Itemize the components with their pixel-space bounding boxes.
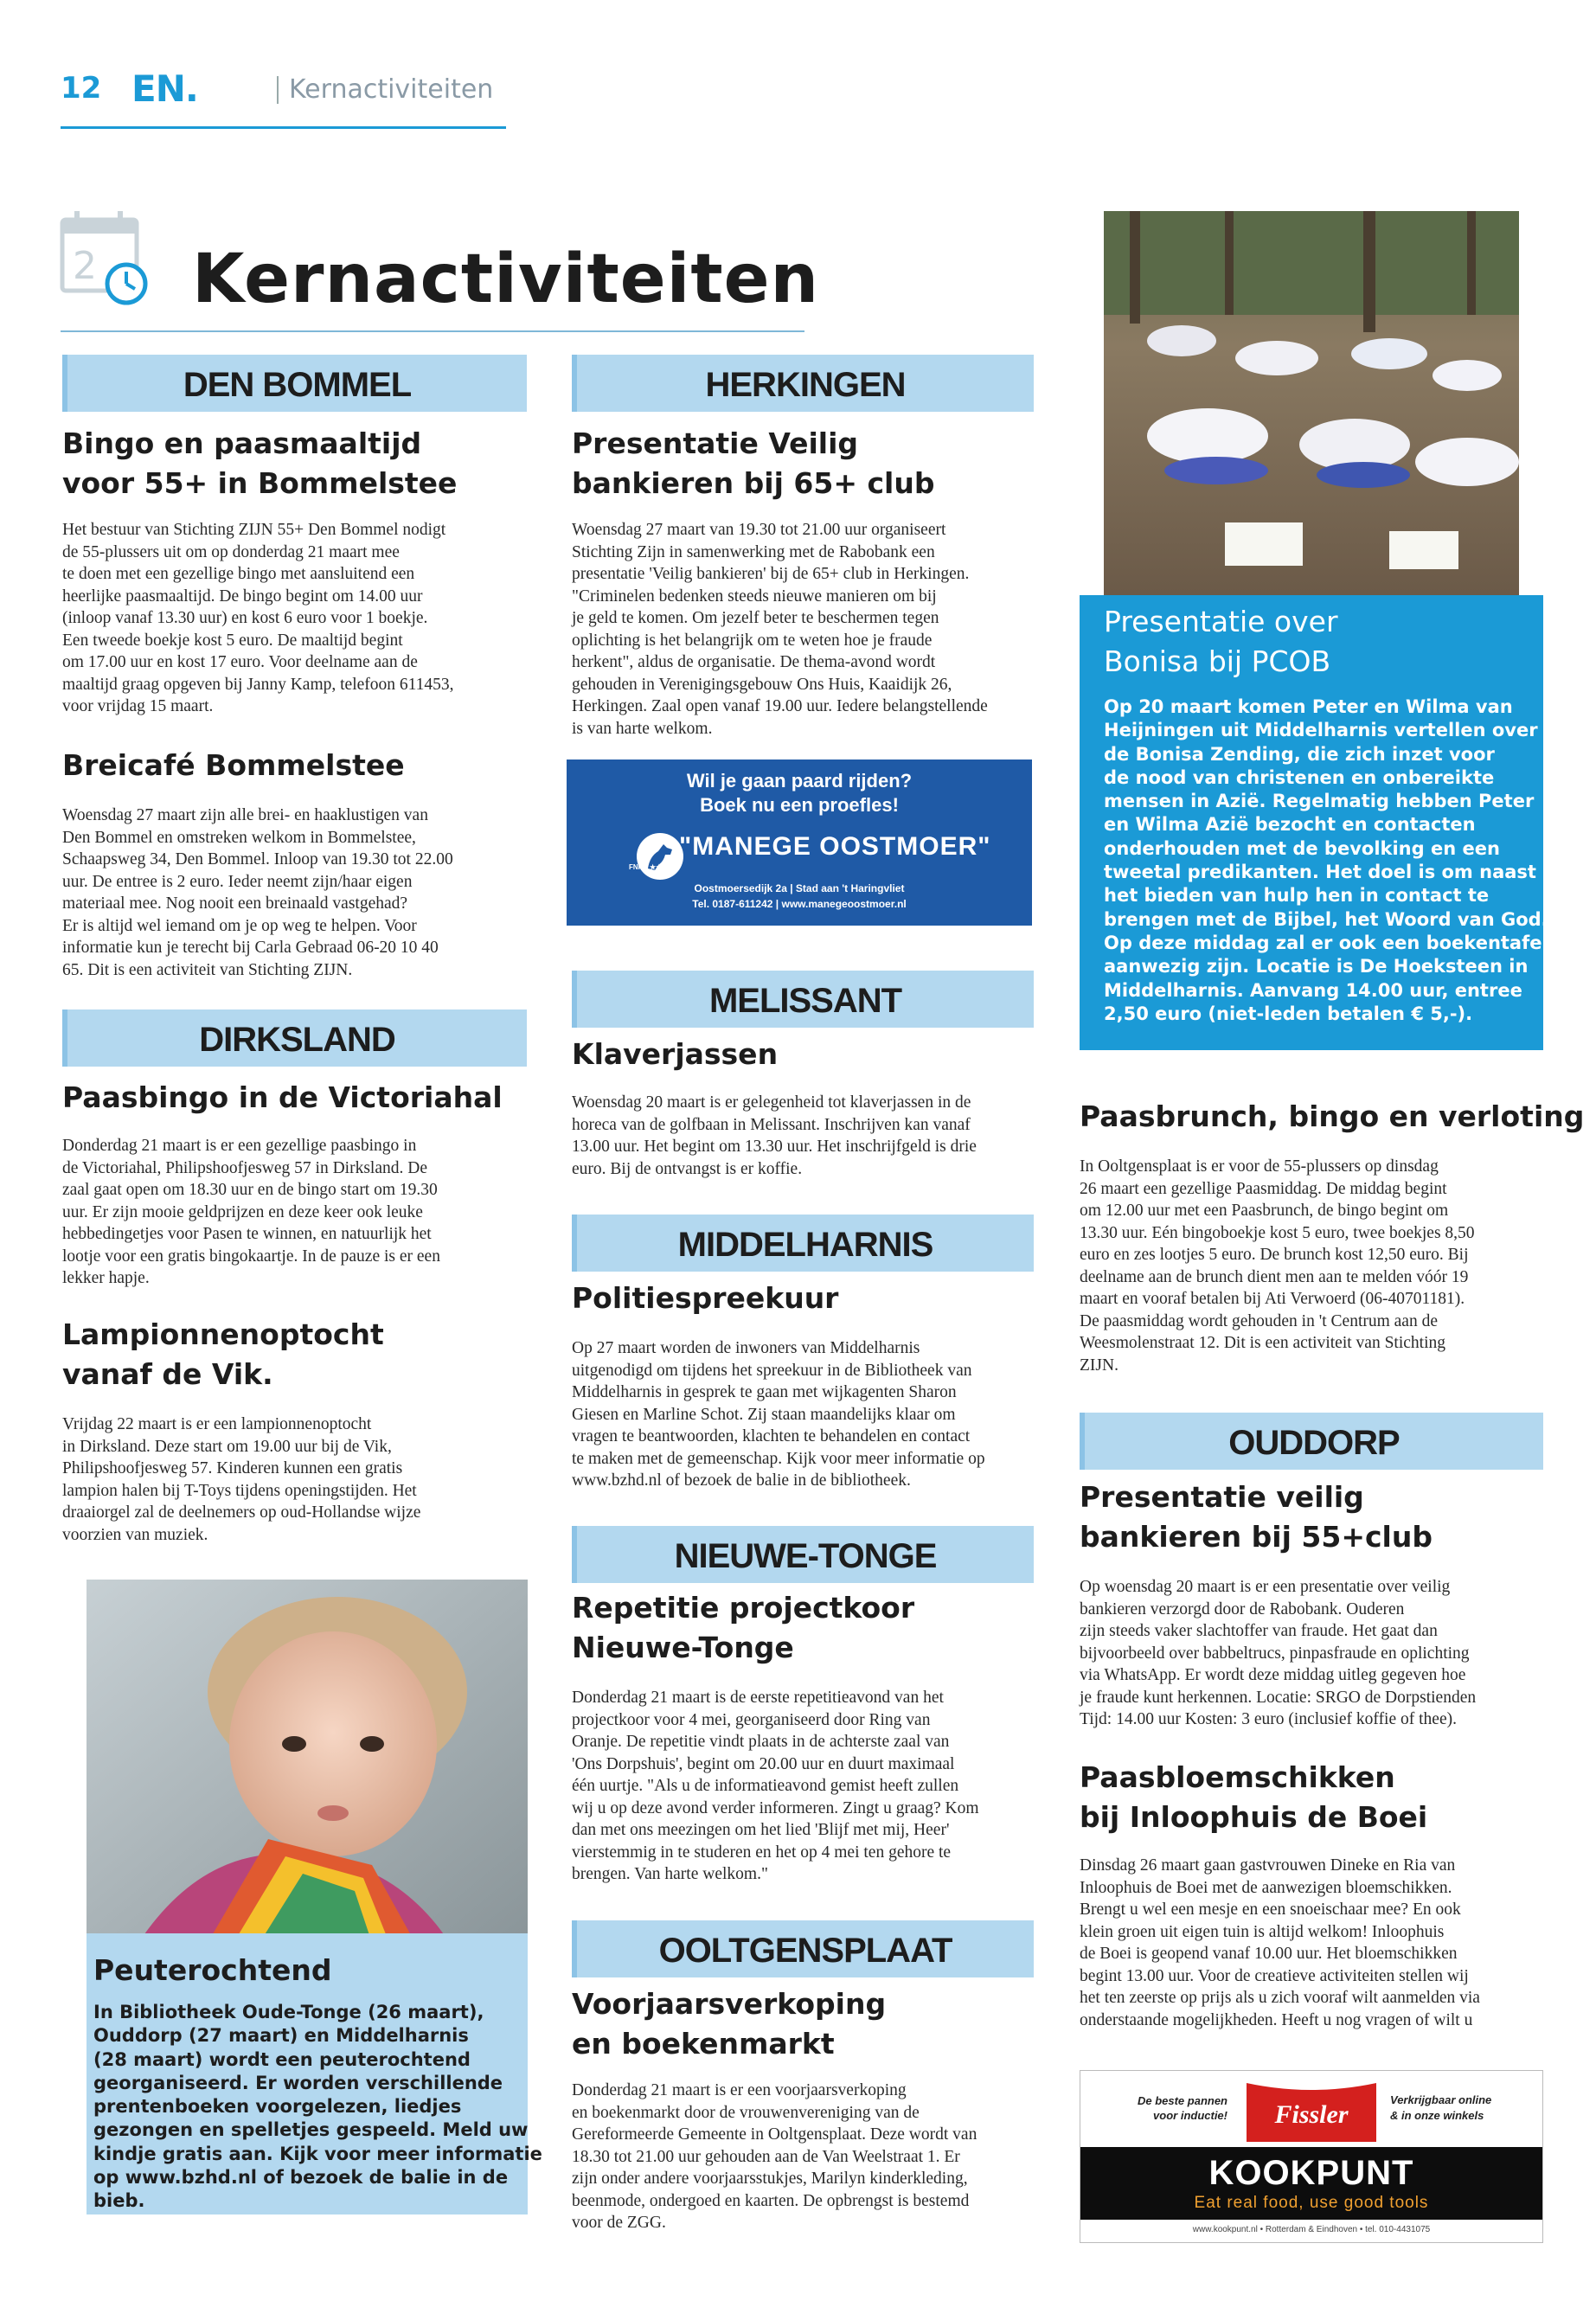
text-line: informatie kun je terecht bij Carla Gebraad 06-20 10 40	[62, 939, 439, 957]
text-line: het ten zeerste op prijs als u zich vooraf wilt aanmelden via	[1080, 1989, 1480, 2007]
text-line: Woensdag 20 maart is er gelegenheid tot klaverjassen in de	[572, 1093, 971, 1112]
svg-text:2: 2	[73, 244, 97, 288]
text-line: te doen met een gezellige bingo met aansluitend een	[62, 565, 415, 583]
article-title: Lampionnenoptocht vanaf de Vik.	[62, 1317, 384, 1391]
town-header-dirksland: DIRKSLAND	[62, 1009, 527, 1067]
horse-logo-icon	[634, 830, 686, 882]
article-title: Breicafé Bommelstee	[62, 748, 405, 782]
article-body	[62, 1135, 529, 1290]
peuterochtend-box	[87, 1933, 542, 2214]
text-line: georganiseerd. Er worden verschillende	[93, 2072, 503, 2093]
text-line: Op 20 maart komen Peter en Wilma van	[1104, 696, 1513, 717]
article-body	[572, 1337, 1039, 1492]
text-line: begint 13.00 uur. Voor de creatieve activiteiten stellen wij	[1080, 1966, 1469, 1985]
text-line: één uurtje. "Als u de informatieavond gemist heeft zullen	[572, 1777, 959, 1795]
text-line: de Boei is geopend vanaf 10.00 uur. Het bloemschikken	[1080, 1945, 1458, 1963]
text-line: In Ooltgensplaat is er voor de 55-plussers op dinsdag	[1080, 1157, 1439, 1176]
text-line: vragen te beantwoorden, klachten te behandelen en contact	[572, 1427, 971, 1445]
text-line: is van harte welkom.	[572, 719, 713, 738]
text-line: en boekenmarkt door de vrouwenvereniging van de	[572, 2103, 920, 2122]
text-line: via WhatsApp. Er wordt deze middag uitleg gegeven hoe	[1080, 1666, 1466, 1684]
text-line: onderhouden met de bevolking en een	[1104, 837, 1500, 859]
photo-child-reading	[87, 1580, 528, 1943]
text-line: klein groen uit eigen tuin is altijd welkom! Inloophuis	[1080, 1922, 1445, 1941]
text-line: deelname aan de brunch dient men aan te melden vóór 19	[1080, 1267, 1469, 1286]
text-line: presentatie 'Veilig bankieren' bij de 65+ club in Herkingen.	[572, 565, 970, 583]
photo-children-writing	[1104, 211, 1519, 595]
text-line: De paasmiddag wordt gehouden in 't Centrum aan de	[1080, 1311, 1438, 1330]
text-line: wij u op deze avond verder informeren. Zingt u graag? Kom	[572, 1798, 979, 1817]
text-line: zaal gaat open om 18.30 uur en de bingo start om 19.30	[62, 1181, 438, 1199]
text-line: Het bestuur van Stichting ZIJN 55+ Den Bommel nodigt	[62, 521, 446, 539]
page-title: Kernactiviteiten	[192, 240, 820, 318]
town-header-melissant: MELISSANT	[572, 971, 1034, 1028]
text-line: onderstaande mogelijkheden. Heeft u nog vragen of wilt u	[1080, 2010, 1473, 2029]
town-header-herkingen: HERKINGEN	[572, 355, 1034, 412]
article-body	[572, 1092, 1039, 1180]
text-line: Woensdag 27 maart van 19.30 tot 21.00 uur organiseert	[572, 521, 946, 539]
ad-text: & in onze winkels	[1390, 2109, 1484, 2122]
town-header-nieuwe-tonge: NIEUWE-TONGE	[572, 1526, 1034, 1583]
text-line: lampion halen bij T-Toys tijdens openingstijden. Het	[62, 1481, 417, 1500]
text-line: materiaal mee. Nog nooit een breinaald vastgehad?	[62, 894, 408, 913]
ad-text: De beste pannen	[1137, 2094, 1227, 2107]
text-line: prentenboeken voorgelezen, liedjes	[93, 2096, 462, 2118]
text-line: Op deze middag zal er ook een boekentafel	[1104, 932, 1548, 953]
text-line: Philipshoofjesweg 57. Kinderen kunnen een gratis	[62, 1459, 403, 1477]
text-line: hebbedingetjes voor Pasen te winnen, en natuurlijk het	[62, 1225, 432, 1243]
text-line: zijn onder andere voorjaarsstukjes, Marilyn kinderkleding,	[572, 2170, 968, 2188]
text-line: 13.00 uur. Het begint om 13.30 uur. Het inschrijfgeld is drie	[572, 1138, 977, 1156]
text-line: Giesen en Marline Schot. Zij staan maandelijks klaar om	[572, 1405, 956, 1424]
photo-child-reading-image	[87, 1580, 528, 1943]
ad-footer: www.kookpunt.nl • Rotterdam & Eindhoven • tel. 010-4431075	[1192, 2225, 1431, 2234]
title-rule	[61, 330, 804, 332]
text-line: Op woensdag 20 maart is er een presentatie over veilig	[1080, 1578, 1451, 1596]
text-line: aanwezig zijn. Locatie is De Hoeksteen in	[1104, 956, 1529, 977]
article-body	[1080, 1855, 1547, 2031]
article-body	[572, 2080, 1039, 2234]
text-line: Oranje. De repetitie vindt plaats in de achterste zaal van	[572, 1733, 950, 1751]
article-body	[62, 519, 529, 718]
box-body	[93, 2001, 542, 2214]
text-line: Herkingen. Zaal open vanaf 19.00 uur. Iedere belangstellende	[572, 697, 988, 715]
article-title: Repetitie projectkoor Nieuwe-Tonge	[572, 1591, 915, 1664]
text-line: voor de ZGG.	[572, 2214, 666, 2232]
advertisement-kookpunt[interactable]	[1080, 2070, 1543, 2243]
box-title: Presentatie over Bonisa bij PCOB	[1104, 605, 1338, 678]
text-line: Tijd: 14.00 uur Kosten: 3 euro (inclusief koffie of thee).	[1080, 1710, 1457, 1728]
text-line: euro. Bij de ontvangst is er koffie.	[572, 1159, 803, 1178]
text-line: 2,50 euro (niet-leden betalen € 5,-).	[1104, 1003, 1473, 1024]
text-line: Een tweede boekje kost 5 euro. De maaltijd begint	[62, 631, 403, 650]
ad-brand: "MANEGE OOSTMOER"	[679, 832, 991, 861]
page-number: 12	[61, 71, 102, 106]
article-body	[62, 1413, 529, 1546]
text-line: (28 maart) wordt een peuterochtend	[93, 2048, 471, 2070]
text-line: je geld te komen. Om jezelf beter te beschermen tegen	[572, 609, 939, 627]
ad-tagline: Eat real food, use good tools	[1194, 2194, 1429, 2212]
text-line: Middelharnis in gesprek te gaan met wijkagenten Sharon	[572, 1383, 957, 1401]
text-line: de Bonisa Zending, die zich inzet voor	[1104, 743, 1495, 765]
text-line: Brengt u wel een mesje en een snoeischaar mee? En ook	[1080, 1900, 1461, 1919]
text-line: uitgenodigd om tijdens het spreekuur in de Bibliotheek van	[572, 1361, 972, 1380]
town-header-ooltgensplaat: OOLTGENSPLAAT	[572, 1920, 1034, 1977]
advertisement-manege-oostmoer[interactable]	[567, 760, 1032, 926]
kookpunt-banner	[1080, 2147, 1542, 2220]
section-name: Kernactiviteiten	[289, 74, 494, 105]
photo-children-writing-image	[1104, 211, 1519, 595]
text-line: draaiorgel zal de deelnemers op oud-Hollandse wijze	[62, 1503, 421, 1522]
ad-line: Wil je gaan paard rijden?	[686, 770, 913, 792]
text-line: bieb.	[93, 2190, 145, 2212]
ad-brand: KOOKPUNT	[1208, 2154, 1414, 2192]
text-line: Stichting Zijn in samenwerking met de Rabobank een	[572, 542, 935, 561]
text-line: om 17.00 uur en kost 17 euro. Voor deelname aan de	[62, 653, 418, 671]
text-line: 26 maart een gezellige Paasmiddag. De middag begint	[1080, 1179, 1447, 1198]
text-line: Heijningen uit Middelharnis vertellen over	[1104, 720, 1538, 741]
text-line: Ouddorp (27 maart) en Middelharnis	[93, 2025, 469, 2047]
text-line: beenmode, ondergoed en kaarten. De opbrengst is bestemd	[572, 2191, 970, 2210]
text-line: (inloop vanaf 13.30 uur) en kost 6 euro voor 1 boekje.	[62, 609, 428, 627]
text-line: In Bibliotheek Oude-Tonge (26 maart),	[93, 2002, 484, 2022]
text-line: de Victoriahal, Philipshoofjesweg 57 in Dirksland. De	[62, 1158, 427, 1177]
text-line: brengen. Van harte welkom."	[572, 1865, 768, 1883]
text-line: Op 27 maart worden de inwoners van Middelharnis	[572, 1339, 920, 1357]
text-line: voorzien van muziek.	[62, 1525, 208, 1544]
text-line: Dinsdag 26 maart gaan gastvrouwen Dineke en Ria van	[1080, 1856, 1456, 1875]
ad-contact: Tel. 0187-611242 | www.manegeoostmoer.nl	[692, 898, 907, 910]
box-body	[1104, 695, 1548, 1026]
text-line: te maken met de gemeenschap. Kijk voor meer informatie op	[572, 1449, 985, 1468]
article-title: Klaverjassen	[572, 1037, 779, 1071]
page-header	[61, 67, 510, 131]
bonisa-box	[1080, 595, 1548, 1050]
text-line: "Criminelen bedenken steeds nieuwe manieren om bij	[572, 586, 937, 606]
text-line: voor vrijdag 15 maart.	[62, 697, 214, 715]
text-line: gezongen en spelletjes gespeeld. Meld uw	[93, 2119, 529, 2141]
text-line: Donderdag 21 maart is er een gezellige paasbingo in	[62, 1137, 417, 1155]
text-line: 'Ons Dorpshuis', begint om 20.00 uur en duurt maximaal	[572, 1754, 955, 1773]
header-rule	[61, 126, 506, 129]
text-line: om 12.00 uur met een Paasbrunch, de bingo begint om	[1080, 1202, 1449, 1220]
text-line: www.bzhd.nl of bezoek de balie in de bibliotheek.	[572, 1471, 911, 1490]
town-header-den-bommel: DEN BOMMEL	[62, 355, 527, 412]
text-line: Middelharnis. Aanvang 14.00 uur, entree	[1104, 979, 1522, 1001]
text-line: de 55-plussers uit om op donderdag 21 maart mee	[62, 542, 400, 561]
ad-rating: FNRS ★★★★★	[629, 863, 681, 871]
box-title: Peuterochtend	[93, 1953, 332, 1987]
text-line: bankieren verzorgd door de Rabobank. Ouderen	[1080, 1599, 1405, 1618]
text-line: herkent", aldus de organisatie. De thema-avond wordt	[572, 653, 936, 671]
svg-text:Fissler: Fissler	[1274, 2100, 1349, 2129]
text-line: 13.30 uur. Eén bingoboekje kost 5 euro, twee boekjes 8,50	[1080, 1223, 1475, 1242]
article-title: Presentatie Veilig bankieren bij 65+ club	[572, 426, 935, 500]
article-body	[572, 1687, 1039, 1886]
calendar-clock-icon	[59, 208, 154, 307]
text-line: maaltijd graag opgeven bij Janny Kamp, telefoon 611453,	[62, 675, 454, 694]
ad-line: Boek nu een proefles!	[700, 794, 899, 816]
town-header-ouddorp: OUDDORP	[1080, 1413, 1543, 1470]
text-line: 18.30 tot 21.00 uur gehouden aan de Van Weelstraat 1. Er	[572, 2147, 960, 2166]
text-line: Vrijdag 22 maart is er een lampionnenoptocht	[62, 1415, 372, 1433]
text-line: het bieden van hulp hen in contact te	[1104, 885, 1490, 907]
text-line: Er is altijd wel iemand om je op weg te helpen. Voor	[62, 916, 417, 935]
text-line: maart en vooraf betalen bij Ati Verwoerd (06-40701181).	[1080, 1290, 1465, 1308]
fissler-logo	[1241, 2078, 1381, 2142]
text-line: dan met ons meezingen om het lied 'Blijf met mij, Heer'	[572, 1821, 950, 1839]
text-line: gehouden in Verenigingsgebouw Ons Huis, Kaaidijk 26,	[572, 675, 952, 694]
text-line: Schaapsweg 34, Den Bommel. Inloop van 19.30 tot 22.00	[62, 850, 453, 868]
text-line: projectkoor voor 4 mei, georganiseerd door Ring van	[572, 1710, 931, 1729]
text-line: tweetal predikanten. Het doel is om naast	[1104, 862, 1536, 883]
text-line: uur. Er zijn mooie geldprijzen en deze keer ook leuke	[62, 1202, 423, 1221]
text-line: oplichting is het belangrijk om te weten hoe je fraude	[572, 631, 933, 650]
text-line: en Wilma Azië bezocht en contacten	[1104, 814, 1476, 836]
text-line: ZIJN.	[1080, 1356, 1118, 1375]
article-title: Presentatie veilig bankieren bij 55+club	[1080, 1480, 1433, 1554]
text-line: Den Bommel en omstreken welkom in Bommelstee,	[62, 828, 416, 847]
text-line: in Dirksland. Deze start om 19.00 uur bij de Vik,	[62, 1437, 392, 1456]
text-line: 65. Dit is een activiteit van Stichting ZIJN.	[62, 960, 353, 979]
text-line: Inloophuis de Boei met de aanwezigen bloemschikken.	[1080, 1878, 1452, 1897]
text-line: lekker hapje.	[62, 1269, 150, 1287]
article-title: Paasbingo in de Victoriahal	[62, 1080, 503, 1114]
text-line: bijvoorbeeld over babbeltrucs, pinpasfraude en oplichting	[1080, 1644, 1470, 1663]
article-body	[1080, 1156, 1547, 1376]
article-body	[1080, 1576, 1547, 1731]
text-line: de nood van christenen en onbereikte	[1104, 766, 1495, 788]
text-line: je fraude kunt herkennen. Locatie: SRGO de Dorpstienden	[1080, 1688, 1477, 1707]
text-line: lootje voor een gratis bingokaartje. In de pauze is er een	[62, 1247, 440, 1266]
text-line: Gereformeerde Gemeente in Ooltgensplaat. Deze wordt van	[572, 2125, 977, 2144]
text-line: Donderdag 21 maart is er een voorjaarsverkoping	[572, 2081, 907, 2099]
text-line: uur. De entree is 2 euro. Ieder neemt zijn/haar eigen	[62, 872, 413, 891]
ad-text: Verkrijgbaar online	[1390, 2093, 1492, 2106]
text-line: op www.bzhd.nl of bezoek de balie in de	[93, 2167, 509, 2189]
article-body	[62, 804, 529, 981]
article-title: Paasbloemschikken bij Inloophuis de Boei	[1080, 1760, 1428, 1834]
text-line: euro en zes lootjes 5 euro. De brunch kost 12,50 euro. Bij	[1080, 1246, 1469, 1264]
header-divider	[277, 76, 279, 104]
ad-address: Oostmoersedijk 2a | Stad aan 't Haringvliet	[694, 882, 905, 894]
text-line: brengen met de Bijbel, het Woord van God.	[1104, 908, 1548, 930]
text-line: horeca van de golfbaan in Melissant. Inschrijven kan vanaf	[572, 1115, 971, 1134]
text-line: Weesmolenstraat 12. Dit is een activiteit van Stichting	[1080, 1334, 1445, 1352]
text-line: Donderdag 21 maart is de eerste repetitieavond van het	[572, 1689, 944, 1707]
text-line: mensen in Azië. Regelmatig hebben Peter	[1104, 791, 1535, 812]
article-body	[572, 519, 1039, 740]
article-title: Paasbrunch, bingo en verloting	[1080, 1099, 1585, 1133]
text-line: zijn steeds vaker slachtoffer van fraude. Het gaat dan	[1080, 1622, 1438, 1640]
logo: EN.	[131, 67, 198, 110]
ad-text: voor inductie!	[1153, 2109, 1227, 2122]
town-header-middelharnis: MIDDELHARNIS	[572, 1215, 1034, 1272]
text-line: heerlijke paasmaaltijd. De bingo begint om 14.00 uur	[62, 586, 423, 606]
article-title: Politiespreekuur	[572, 1281, 839, 1315]
text-line: kindje gratis aan. Kijk voor meer informatie	[93, 2143, 542, 2164]
text-line: vierstemmig in te studeren en het op 4 mei ten gehore te	[572, 1843, 952, 1862]
text-line: Woensdag 27 maart zijn alle brei- en haaklustigen van	[62, 806, 428, 824]
article-title: Voorjaarsverkoping en boekenmarkt	[572, 1987, 887, 2061]
article-title: Bingo en paasmaaltijd voor 55+ in Bommelstee	[62, 426, 458, 500]
